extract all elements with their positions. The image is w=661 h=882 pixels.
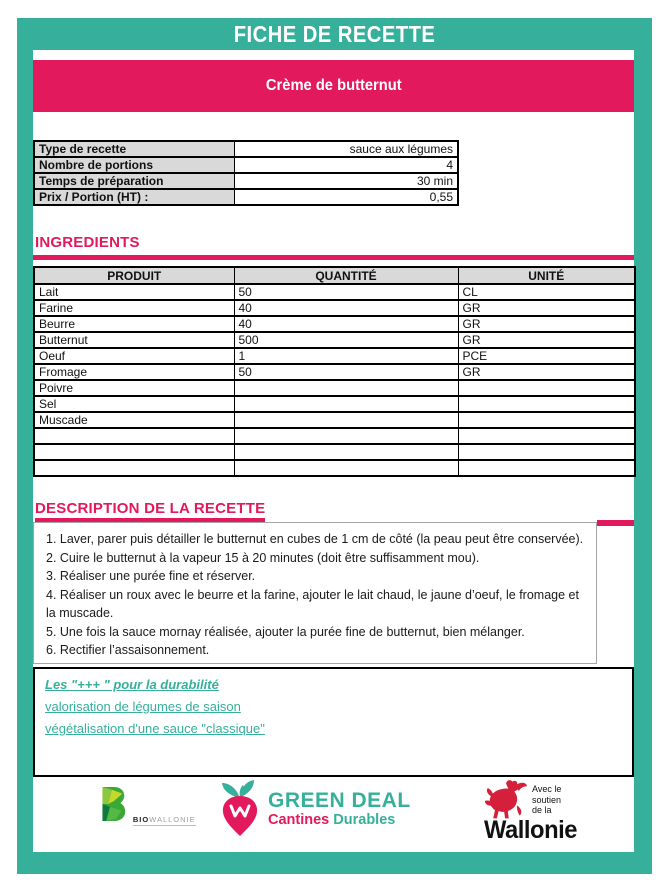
ingredient-row	[34, 460, 635, 476]
info-label: Temps de préparation	[34, 173, 234, 189]
info-value: 30 min	[234, 173, 458, 189]
ingredient-unit-cell	[458, 380, 635, 396]
info-label: Prix / Portion (HT) :	[34, 189, 234, 205]
ingredient-unit-cell: GR	[458, 316, 635, 332]
info-value: sauce aux légumes	[234, 141, 458, 157]
bio-text: BIO	[132, 815, 150, 824]
ingredient-row	[34, 380, 635, 396]
description-step: 3. Réaliser une purée fine et réserver.	[46, 569, 256, 583]
ingredients-table	[33, 266, 636, 477]
sheet-title-band	[17, 18, 652, 50]
ingredient-quantity-cell: 40	[234, 316, 458, 332]
wallonie-text: WALLONIE	[149, 815, 196, 824]
info-label: Nombre de portions	[34, 157, 234, 173]
footer-logos	[33, 778, 634, 852]
ingredient-quantity-cell	[234, 380, 458, 396]
durability-link: végétalisation d'une sauce "classique"	[45, 721, 265, 736]
description-rule-tab	[597, 520, 634, 526]
sheet-title: FICHE DE RECETTE	[233, 20, 436, 47]
description-box	[33, 522, 597, 664]
ingredients-rule	[33, 255, 634, 260]
ingredient-row	[34, 316, 635, 332]
green-deal-subtitle	[268, 812, 411, 828]
ingredient-row	[34, 396, 635, 412]
ingredient-quantity-cell	[234, 428, 458, 444]
ingredient-product-cell: Sel	[34, 396, 234, 412]
durability-title: Les "+++ " pour la durabilité	[45, 677, 219, 692]
ingredient-quantity-cell: 50	[234, 284, 458, 300]
ingredient-quantity-cell	[234, 412, 458, 428]
ingredient-product-cell: Butternut	[34, 332, 234, 348]
ingredient-product-cell: Lait	[34, 284, 234, 300]
ingredient-row	[34, 444, 635, 460]
ingredient-quantity-cell	[234, 460, 458, 476]
ingredient-row	[34, 348, 635, 364]
info-value: 4	[234, 157, 458, 173]
info-value: 0,55	[234, 189, 458, 205]
durability-items	[45, 696, 622, 740]
ingredient-unit-cell	[458, 428, 635, 444]
ingredient-quantity-cell: 40	[234, 300, 458, 316]
support-line-3: de la	[532, 805, 552, 815]
info-table-row	[34, 173, 458, 189]
support-line-2: soutien	[532, 794, 562, 805]
ingredient-quantity-cell: 50	[234, 364, 458, 380]
ingredient-product-cell	[34, 460, 234, 476]
wallonia-logo	[484, 778, 624, 845]
info-label: Type de recette	[34, 141, 234, 157]
radish-icon	[219, 780, 261, 838]
info-table-row	[34, 189, 458, 205]
description-step: 5. Une fois la sauce mornay réalisée, ajouter la purée fine de butternut, bien mélanger.	[46, 624, 525, 639]
recipe-title: Crème de butternut	[265, 77, 402, 94]
ingredient-row	[34, 364, 635, 380]
green-deal-title: GREEN DEAL	[268, 789, 411, 812]
support-line-1: Avec le	[532, 784, 562, 794]
ingredient-product-cell: Poivre	[34, 380, 234, 396]
durability-link: valorisation de légumes de saison	[45, 699, 241, 714]
biowallonie-icon	[94, 786, 128, 822]
recipe-info-table	[33, 140, 459, 206]
description-step: 2. Cuire le butternut à la vapeur 15 à 20 minutes (doit être suffisamment mou).	[46, 550, 480, 565]
ingredient-unit-cell	[458, 412, 635, 428]
column-header-produit: PRODUIT	[34, 267, 234, 284]
description-step: 1. Laver, parer puis détailler le butternut en cubes de 1 cm de côté (la peau peut être conservée).	[46, 532, 584, 546]
wallonia-support-text	[532, 778, 561, 816]
durables-text: Durables	[333, 812, 396, 828]
green-deal-text	[268, 790, 411, 828]
ingredient-unit-cell	[458, 460, 635, 476]
ingredient-quantity-cell: 1	[234, 348, 458, 364]
durability-box	[33, 667, 634, 777]
ingredient-row	[34, 428, 635, 444]
ingredient-product-cell: Muscade	[34, 412, 234, 428]
description-step: 4. Réaliser un roux avec le beurre et la farine, ajouter le lait chaud, le jaune d’oeuf, le fromage et la muscade.	[46, 587, 579, 620]
recipe-title-banner	[33, 60, 634, 112]
ingredient-unit-cell: CL	[458, 284, 635, 300]
ingredient-row	[34, 412, 635, 428]
wallonia-wordmark: Wallonie	[484, 816, 577, 844]
teal-frame	[17, 18, 652, 874]
biowallonie-logo	[85, 786, 205, 827]
ingredient-quantity-cell: 500	[234, 332, 458, 348]
cantines-text: Cantines	[268, 812, 330, 828]
description-heading: DESCRIPTION DE LA RECETTE	[35, 500, 265, 522]
ingredient-product-cell: Fromage	[34, 364, 234, 380]
description-step: 6. Rectifier l’assaisonnement.	[46, 643, 210, 657]
ingredient-unit-cell: GR	[458, 300, 635, 316]
ingredient-product-cell	[34, 444, 234, 460]
ingredient-unit-cell: PCE	[458, 348, 635, 364]
ingredient-row	[34, 300, 635, 316]
ingredient-product-cell: Oeuf	[34, 348, 234, 364]
column-header-unite: UNITÉ	[458, 267, 635, 284]
ingredient-row	[34, 284, 635, 300]
column-header-quantite: QUANTITÉ	[234, 267, 458, 284]
ingredients-header-row	[34, 267, 635, 284]
ingredient-unit-cell: GR	[458, 332, 635, 348]
info-table-row	[34, 157, 458, 173]
ingredient-product-cell: Farine	[34, 300, 234, 316]
info-table-row	[34, 141, 458, 157]
ingredient-quantity-cell	[234, 444, 458, 460]
ingredient-quantity-cell	[234, 396, 458, 412]
ingredient-row	[34, 332, 635, 348]
ingredient-unit-cell: GR	[458, 364, 635, 380]
ingredient-unit-cell	[458, 396, 635, 412]
green-deal-logo	[219, 780, 411, 838]
ingredient-unit-cell	[458, 444, 635, 460]
content-area	[33, 50, 634, 852]
ingredient-product-cell: Beurre	[34, 316, 234, 332]
ingredient-product-cell	[34, 428, 234, 444]
biowallonie-wordmark	[133, 815, 196, 826]
ingredients-heading: INGREDIENTS	[35, 234, 140, 251]
